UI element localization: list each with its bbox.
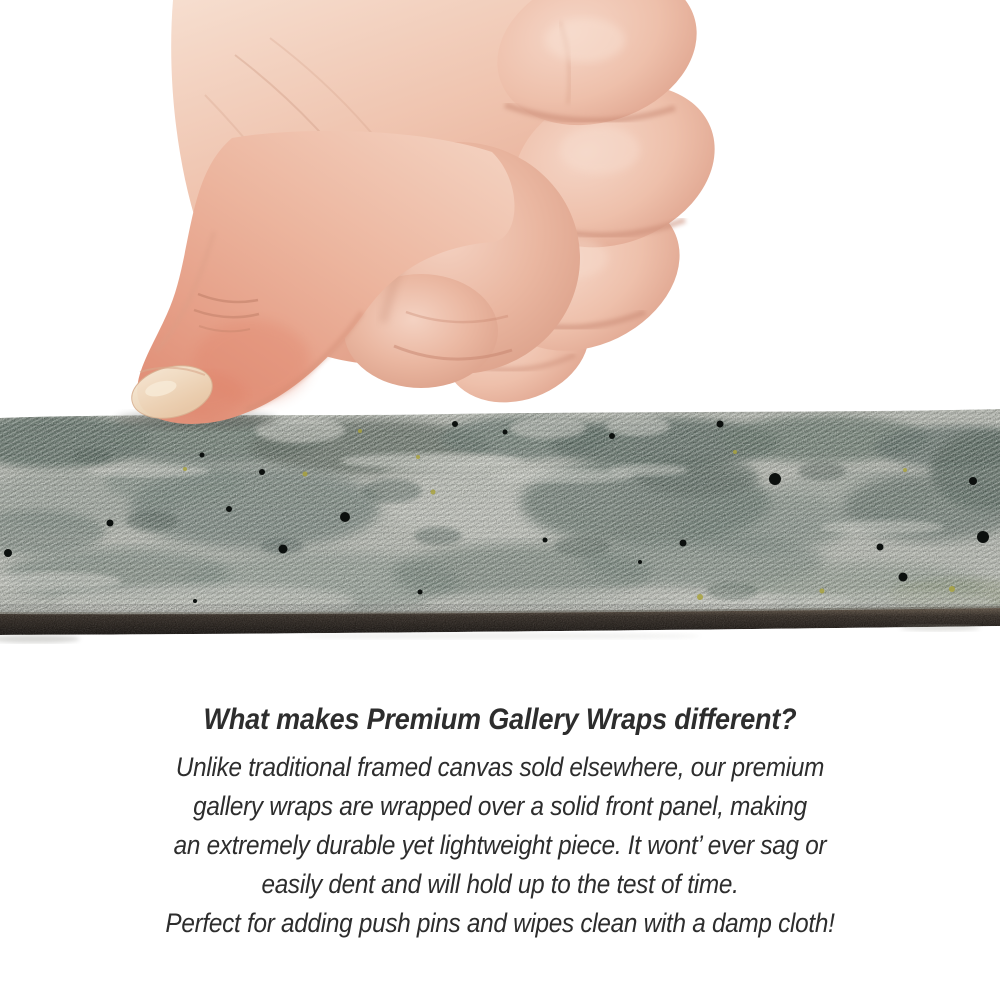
edge-shadow [900, 625, 980, 631]
hand-pressing-thumb-photo [116, 0, 739, 429]
edge-shadow [300, 633, 700, 639]
edge-shadow [0, 635, 80, 643]
info-line-1: Unlike traditional framed canvas sold elsewhere, our premium [175, 752, 825, 782]
canvas-panel-edge-band [0, 604, 1000, 638]
info-section [50, 701, 950, 943]
info-heading: What makes Premium Gallery Wraps different? [203, 703, 797, 736]
info-line-3: an extremely durable yet lightweight piece. It wont’ ever sag or [173, 830, 827, 860]
canvas-edge-strip-photo [0, 395, 1000, 645]
info-line-5: Perfect for adding push pins and wipes clean with a damp cloth! [165, 908, 835, 938]
info-line-4: easily dent and will hold up to the test of time. [261, 869, 739, 899]
info-line-2: gallery wraps are wrapped over a solid front panel, making [193, 791, 807, 821]
